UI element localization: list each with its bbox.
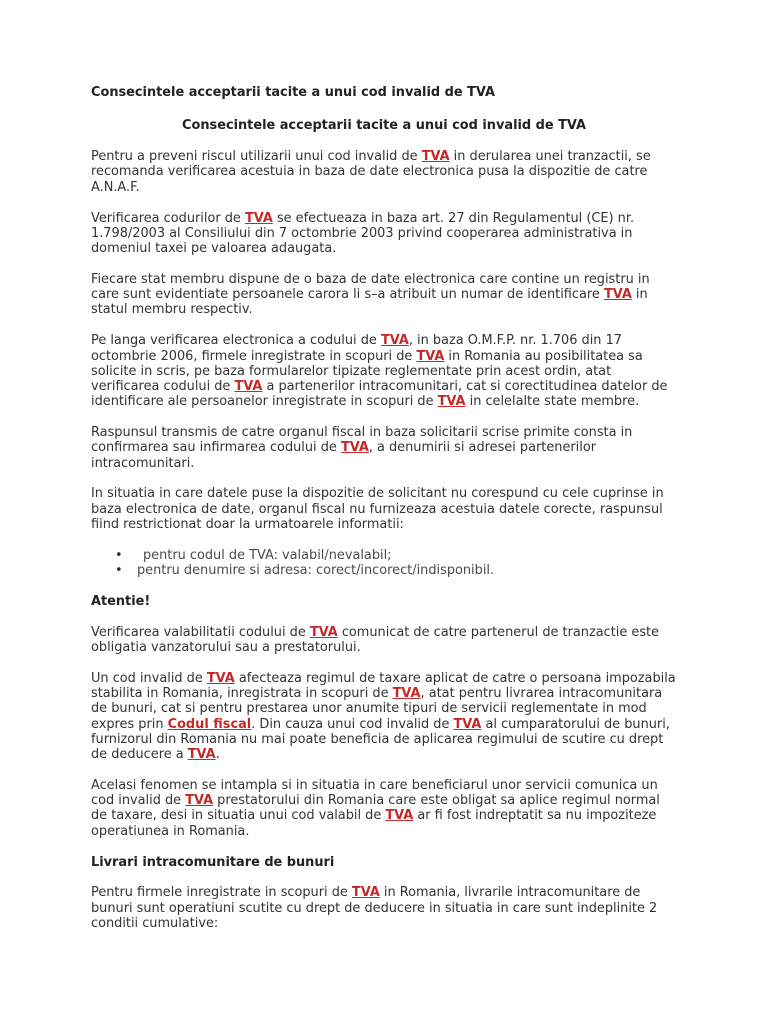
text-segment: afecteaza regimul de taxare aplicat de catre o persoana impozabila: [234, 670, 676, 686]
tva-link[interactable]: TVA: [453, 716, 482, 732]
text-segment: Acelasi fenomen se intampla si in situatia in care beneficiarul unor servicii comunica un: [91, 777, 658, 793]
text-segment: Pentru firmele inregistrate in scopuri de: [91, 885, 352, 901]
text-segment: intracomunitari.: [91, 455, 195, 471]
section-heading: Livrari intracomunitare de bunuri: [91, 854, 335, 870]
text-segment: statul membru respectiv.: [91, 302, 253, 318]
tva-link[interactable]: TVA: [385, 808, 414, 824]
text-line: [91, 717, 677, 732]
tva-link[interactable]: TVA: [392, 686, 421, 702]
text-line: [91, 440, 677, 455]
text-segment: , in baza O.M.F.P. nr. 1.706 din 17: [408, 333, 622, 349]
text-segment: cod invalid de: [91, 793, 186, 809]
tva-link[interactable]: TVA: [416, 348, 445, 364]
text-line: [91, 778, 677, 793]
text-segment: de bunuri, cat si pentru prestarea unor anumite tipuri de servicii reglementate in mod: [91, 701, 647, 717]
text-segment: , atat pentru livrarea intracomunitara: [420, 686, 663, 702]
tva-link[interactable]: TVA: [206, 670, 235, 686]
document-title: Consecintele acceptarii tacite a unui cod invalid de TVA: [182, 118, 586, 134]
codul-fiscal-link[interactable]: Codul fiscal: [167, 716, 252, 732]
text-line: [91, 747, 677, 762]
tva-link[interactable]: TVA: [187, 747, 216, 763]
text-segment: Verificarea codurilor de: [91, 210, 245, 226]
text-line: [91, 379, 677, 394]
paragraph: [91, 149, 677, 195]
paragraph: [91, 272, 677, 318]
text-segment: stabilita in Romania, inregistrata in scopuri de: [91, 686, 393, 702]
text-line: [91, 287, 677, 302]
text-segment: domeniul taxei pe valoarea adaugata.: [91, 241, 337, 257]
text-segment: verificarea codului de: [91, 379, 235, 395]
tva-link[interactable]: TVA: [340, 440, 369, 456]
list-item: [91, 548, 677, 563]
document-heading: Consecintele acceptarii tacite a unui cod invalid de TVA: [91, 85, 495, 101]
paragraph: [91, 625, 677, 656]
paragraph: [91, 778, 677, 839]
text-line: [91, 272, 677, 287]
text-segment: in celelalte state membre.: [465, 394, 640, 410]
paragraph: [91, 885, 677, 931]
text-line: [91, 517, 677, 532]
text-segment: .: [215, 747, 220, 763]
text-segment: Verificarea valabilitatii codului de: [91, 624, 310, 640]
text-line: [91, 456, 677, 471]
text-segment: furnizorul din Romania nu mai poate beneficia de aplicarea regimului de scutire cu drept: [91, 731, 664, 747]
text-line: [91, 502, 677, 517]
text-line: [91, 916, 677, 931]
tva-link[interactable]: TVA: [437, 394, 466, 410]
text-segment: recomanda verificarea acestuia in baza de date electronica pusa la dispozitie de catre: [91, 164, 648, 180]
tva-link[interactable]: TVA: [185, 793, 214, 809]
tva-link[interactable]: TVA: [309, 624, 338, 640]
text-segment: Fiecare stat membru dispune de o baza de date electronica care contine un registru in: [91, 271, 650, 287]
text-segment: in: [631, 287, 648, 303]
paragraph: [91, 486, 677, 532]
text-line: [91, 349, 677, 364]
text-segment: in Romania, livrarile intracomunitare de: [379, 885, 641, 901]
text-line: [91, 640, 677, 655]
text-segment: in derularea unei tranzactii, se: [449, 149, 651, 165]
text-segment: solicite in scris, pe baza formularelor tipizate reglementate prin acest ordin, atat: [91, 363, 612, 379]
text-segment: baza electronica de date, organul fiscal nu furnizeaza acestuia datele corecte, raspunsul: [91, 501, 663, 517]
document-body: [91, 149, 677, 931]
text-line: [91, 808, 677, 823]
text-line: [91, 333, 677, 348]
text-line: [91, 302, 677, 317]
text-segment: de taxare, desi in situatia unui cod valabil de: [91, 808, 386, 824]
text-line: [91, 364, 677, 379]
text-line: [91, 164, 677, 179]
text-segment: in Romania au posibilitatea sa: [444, 348, 643, 364]
tva-link[interactable]: TVA: [234, 379, 263, 395]
bullet-list: [91, 548, 677, 579]
tva-link[interactable]: TVA: [421, 149, 450, 165]
text-segment: Raspunsul transmis de catre organul fiscal in baza solicitarii scrise primite consta in: [91, 425, 633, 441]
text-line: [91, 486, 677, 501]
bullet-icon: [115, 563, 123, 578]
text-line: [91, 686, 677, 701]
text-line: [91, 732, 677, 747]
text-segment: 1.798/2003 al Consiliului din 7 octombrie 2003 privind cooperarea administrativa in: [91, 225, 633, 241]
list-item-text: pentru codul de TVA: valabil/nevalabil;: [143, 547, 392, 563]
text-segment: comunicat de catre partenerul de tranzactie este: [337, 624, 660, 640]
text-segment: octombrie 2006, firmele inregistrate in scopuri de: [91, 348, 417, 364]
text-line: [91, 425, 677, 440]
text-line: [91, 885, 677, 900]
text-segment: expres prin: [91, 716, 168, 732]
text-segment: . Din cauza unui cod invalid de: [251, 716, 454, 732]
text-segment: conditii cumulative:: [91, 915, 219, 931]
tva-link[interactable]: TVA: [351, 885, 380, 901]
paragraph: [91, 671, 677, 763]
section-heading: Atentie!: [91, 593, 151, 609]
bullet-icon: [115, 548, 123, 563]
text-line: [91, 824, 677, 839]
text-segment: A.N.A.F.: [91, 179, 140, 195]
text-segment: al cumparatorului de bunuri,: [481, 716, 670, 732]
tva-link[interactable]: TVA: [380, 333, 409, 349]
text-segment: Pentru a preveni riscul utilizarii unui cod invalid de: [91, 149, 422, 165]
text-segment: fiind restrictionat doar la urmatoarele informatii:: [91, 516, 404, 532]
text-segment: confirmarea sau infirmarea codului de: [91, 440, 341, 456]
text-line: [91, 241, 677, 256]
text-segment: bunuri sunt operatiuni scutite cu drept de deducere in situatia in care sunt indeplinite 2: [91, 900, 658, 916]
paragraph: [91, 211, 677, 257]
text-segment: se efectueaza in baza art. 27 din Regulamentul (CE) nr.: [272, 210, 635, 226]
text-segment: operatiunea in Romania.: [91, 823, 250, 839]
tva-link[interactable]: TVA: [603, 287, 632, 303]
text-segment: care sunt evidentiate persoanele carora li s–a atribuit un numar de identificare: [91, 287, 604, 303]
paragraph: [91, 425, 677, 471]
text-segment: a partenerilor intracomunitari, cat si corectitudinea datelor de: [262, 379, 668, 395]
list-item: [91, 563, 677, 578]
text-line: [91, 701, 677, 716]
text-segment: Pe langa verificarea electronica a codului de: [91, 333, 381, 349]
text-segment: prestatorului din Romania care este obligat sa aplice regimul normal: [213, 793, 660, 809]
text-line: [91, 901, 677, 916]
text-segment: identificare ale persoanelor inregistrate in scopuri de: [91, 394, 438, 410]
text-line: [91, 793, 677, 808]
text-segment: Un cod invalid de: [91, 670, 207, 686]
text-segment: de deducere a: [91, 747, 188, 763]
paragraph: [91, 333, 677, 409]
list-item-text: pentru denumire si adresa: corect/incorect/indisponibil.: [137, 563, 495, 579]
text-line: [91, 211, 677, 226]
text-line: [91, 625, 677, 640]
text-line: [91, 226, 677, 241]
tva-link[interactable]: TVA: [244, 210, 273, 226]
text-segment: , a denumirii si adresei partenerilor: [368, 440, 597, 456]
text-segment: ar fi fost indreptatit sa nu impoziteze: [413, 808, 657, 824]
text-line: [91, 180, 677, 195]
text-segment: In situatia in care datele puse la dispozitie de solicitant nu corespund cu cele cuprinse in: [91, 486, 664, 502]
text-line: [91, 671, 677, 686]
text-segment: obligatia vanzatorului sau a prestatorului.: [91, 639, 361, 655]
text-line: [91, 394, 677, 409]
text-line: [91, 149, 677, 164]
